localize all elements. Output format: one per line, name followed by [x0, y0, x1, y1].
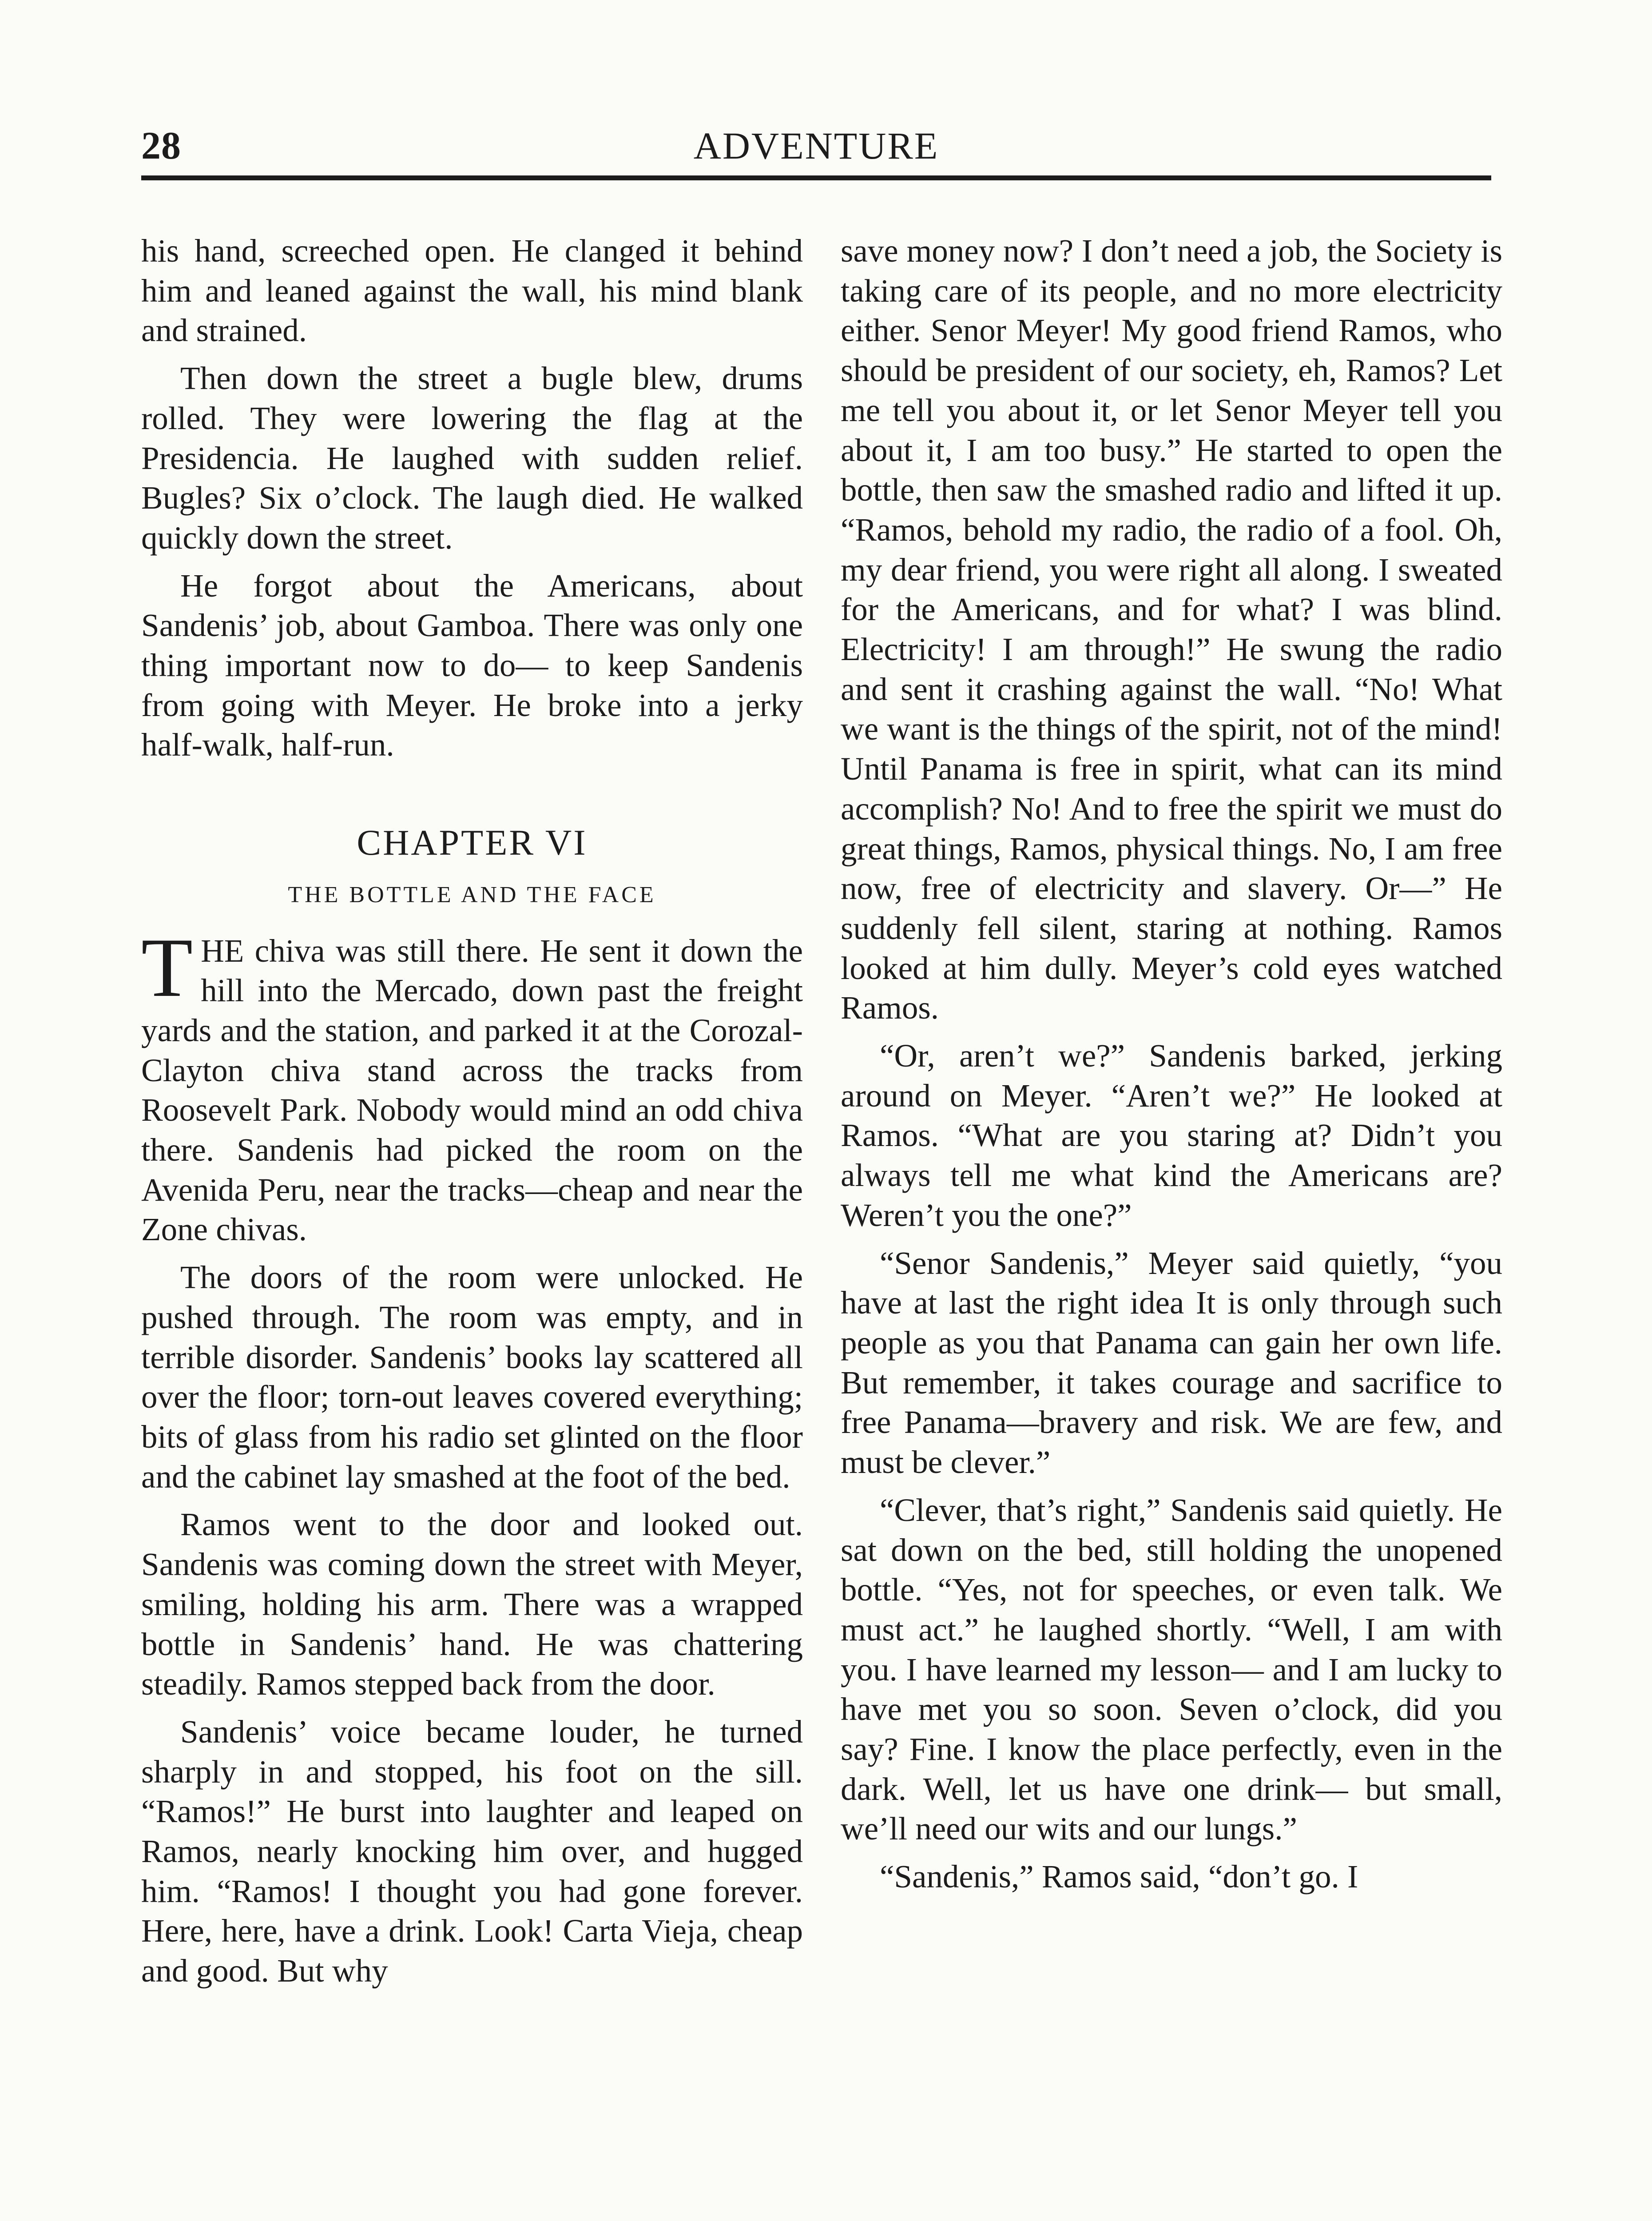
chapter-subtitle: THE BOTTLE AND THE FACE	[288, 882, 656, 908]
paragraph: Ramos went to the door and looked out. Sandenis was coming down the street with Meyer, smiling, holding his arm. There was a wrapped bottle in Sandenis’ hand. He was chattering steadily. Ramos stepped back from the door.	[141, 1506, 803, 1702]
chapter-title: CHAPTER VI	[357, 822, 588, 863]
paragraph: save money now? I don’t need a job, the Society is taking care of its people, and no more electricity either. Senor Meyer! My good friend Ramos, who should be president of our society, eh, Ramos? Let me tell you about it, or let Senor Meyer tell you about it, I am too busy.” He started to open the bottle, then saw the smashed radio and lifted it up. “Ramos, behold my radio, the radio of a fool. Oh, my dear friend, you were right all along. I sweated for the Americans, and for what? I was blind. Electricity! I am through!” He swung the radio and sent it crashing against the wall. “No! What we want is the things of the spirit, not of the mind! Until Panama is free in spirit, what can its mind accomplish? No! And to free the spirit we must do great things, Ramos, physical things. No, I am free now, free of electricity and slavery. Or—” He suddenly fell silent, staring at nothing. Ramos looked at him dully. Meyer’s cold eyes watched Ramos.	[841, 233, 1502, 1026]
paragraph: “Sandenis,” Ramos said, “don’t go. I	[880, 1859, 1358, 1895]
paragraph: “Or, aren’t we?” Sandenis barked, jerking around on Meyer. “Aren’t we?” He looked at Ramos. “What are you staring at? Didn’t you always tell me what kind the Americans are? Weren’t you the one?”	[841, 1038, 1502, 1233]
paragraph: “Senor Sandenis,” Meyer said quietly, “you have at last the right idea It is only through such people as you that Panama can gain her own life. But remember, it takes courage and sacrifice to free Panama—bravery and risk. We are few, and must be clever.”	[841, 1245, 1502, 1481]
paragraph: He forgot about the Americans, about Sandenis’ job, about Gamboa. There was only one thing important now to do— to keep Sandenis from going with Meyer. He broke into a jerky half-walk, half-run.	[141, 567, 803, 763]
paragraph: Then down the street a bugle blew, drums rolled. They were lowering the flag at the Presidencia. He laughed with sudden relief. Bugles? Six o’clock. The laugh died. He walked quickly down the street.	[141, 360, 803, 556]
left-column	[141, 231, 803, 1999]
header-rule	[141, 175, 1491, 180]
paragraph: “Clever, that’s right,” Sandenis said quietly. He sat down on the bed, still holding the unopened bottle. “Yes, not for speeches, or even talk. We must act.” he laughed shortly. “Well, I am with you. I have learned my lesson— and I am lucky to have met you so soon. Seven o’clock, did you say? Fine. I know the place perfectly, even in the dark. Well, let us have one drink— but small, we’ll need our wits and our lungs.”	[841, 1492, 1502, 1847]
drop-cap: T	[141, 921, 193, 1015]
page-number: 28	[141, 124, 181, 167]
paragraph: his hand, screeched open. He clanged it behind him and leaned against the wall, his mind blank and strained.	[141, 233, 803, 349]
paragraph: Sandenis’ voice became louder, he turned sharply in and stopped, his foot on the sill. “Ramos!” He burst into laughter and leaped on Ramos, nearly knocking him over, and hugged him. “Ramos! I thought you had gone forever. Here, here, have a drink. Look! Carta Vieja, cheap and good. But why	[141, 1713, 803, 1989]
paragraph-text: HE chiva was still there. He sent it down the hill into the Mercado, down past the freight yards and the station, and parked it at the Corozal-Clayton chiva stand across the tracks from Roosevelt Park. Nobody would mind an odd chiva there. Sandenis had picked the room on the Avenida Peru, near the tracks—cheap and near the Zone chivas.	[141, 932, 803, 1248]
chapter-opening-paragraph	[141, 921, 803, 1250]
page-header	[141, 119, 1491, 181]
right-column	[841, 231, 1502, 1905]
paragraph: The doors of the room were unlocked. He pushed through. The room was empty, and in terrible disorder. Sandenis’ books lay scattered all over the floor; torn-out leaves covered everything; bits of glass from his radio set glinted on the floor and the cabinet lay smashed at the foot of the bed.	[141, 1259, 803, 1495]
running-title: ADVENTURE	[693, 124, 939, 167]
